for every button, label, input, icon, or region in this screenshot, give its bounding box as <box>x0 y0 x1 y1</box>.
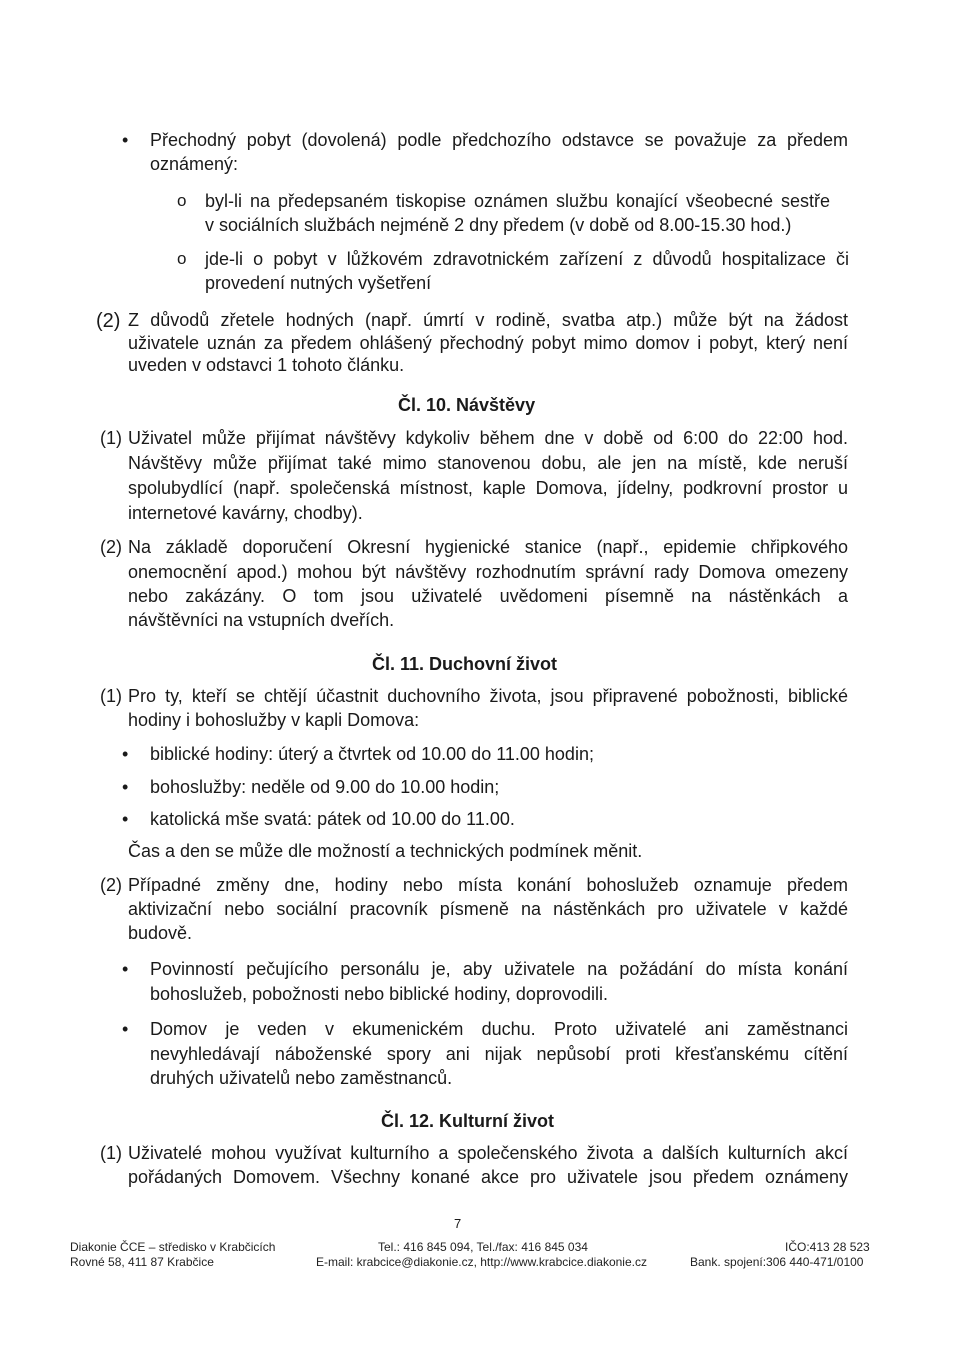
bullet-marker: • <box>122 809 129 829</box>
text-line: Povinností pečujícího personálu je, aby uživatele na požádání do místa konání <box>150 959 848 979</box>
text-line: Přechodný pobyt (dovolená) podle předchozího odstavce se považuje za předem <box>150 130 848 150</box>
section-heading: Čl. 10. Návštěvy <box>398 395 536 415</box>
bullet-marker: • <box>122 744 129 764</box>
text-line: jde-li o pobyt v lůžkovém zdravotnickém zařízení z důvodů hospitalizace či <box>205 249 849 269</box>
footer-org-name: Diakonie ČCE – středisko v Krabčicích <box>70 1240 276 1254</box>
paragraph-number: (1) <box>100 428 122 448</box>
text-line: budově. <box>128 923 193 943</box>
paragraph-number: (2) <box>100 537 122 557</box>
text-line: Uživatel může přijímat návštěvy kdykoliv během dne v době od 6:00 do 22:00 hod. <box>128 428 848 448</box>
bullet-marker: • <box>122 130 129 150</box>
text-line: Návštěvy může přijímat také mimo stanovenou dobu, ale jen na místě, kde neruší <box>128 453 848 473</box>
text-line: byl-li na předepsaném tiskopise oznámen službu konající všeobecné sestře <box>205 191 830 211</box>
section-heading: Čl. 12. Kulturní život <box>381 1111 555 1131</box>
list-item: bohoslužby: neděle od 9.00 do 10.00 hodin; <box>150 777 500 797</box>
text-line: Případné změny dne, hodiny nebo místa konání bohoslužeb oznamuje předem <box>128 875 848 895</box>
footer-ico: IČO:413 28 523 <box>785 1240 870 1254</box>
text-line: nevyhledávají náboženské spory ani nijak nepůsobí proti křesťanskému cítění <box>150 1044 848 1064</box>
paragraph-number: (1) <box>100 1143 122 1163</box>
text-line: druhých uživatelů nebo zaměstnanců. <box>150 1068 453 1088</box>
bullet-marker: • <box>122 777 129 797</box>
bullet-marker: • <box>122 1019 129 1039</box>
footer-address: Rovné 58, 411 87 Krabčice <box>70 1255 214 1269</box>
text-line: návštěvníci na vstupních dveřích. <box>128 610 395 630</box>
text-line: Na základě doporučení Okresní hygienické stanice (např., epidemie chřipkového <box>128 537 848 557</box>
footer-bank: Bank. spojení:306 440-471/0100 <box>690 1255 864 1269</box>
paragraph-number: (2) <box>96 310 121 332</box>
text-line: Z důvodů zřetele hodných (např. úmrtí v rodině, svatba atp.) může být na žádost <box>128 310 848 330</box>
text-line: onemocnění apod.) mohou být návštěvy rozhodnutím správní rady Domova omezeny <box>128 562 848 582</box>
text-line: internetové kavárny, chodby). <box>128 503 363 523</box>
text-line: provedení nutných vyšetření <box>205 273 432 293</box>
bullet-marker: • <box>122 959 129 979</box>
text-line: hodiny i bohoslužby v kapli Domova: <box>128 710 420 730</box>
text-line: spolubydlící (např. společenská místnost, kaple Domova, jídelny, podkrovní prostor u <box>128 478 848 498</box>
page-number: 7 <box>454 1216 462 1231</box>
text-line: uživatele uznán za předem ohlášený přechodný pobyt mimo domov i pobyt, který není <box>128 333 848 353</box>
text-line: Čas a den se může dle možností a technických podmínek měnit. <box>128 841 643 861</box>
text-line: bohoslužeb, pobožnosti nebo biblické hodiny, doprovodili. <box>150 984 608 1004</box>
text-line: Pro ty, kteří se chtějí účastnit duchovního života, jsou připravené pobožnosti, biblické <box>128 686 848 706</box>
text-line: uveden v odstavci 1 tohoto článku. <box>128 355 405 375</box>
paragraph-number: (1) <box>100 686 122 706</box>
sub-bullet-marker: o <box>177 191 187 210</box>
text-line: Uživatelé mohou využívat kulturního a společenského života a dalších kulturních akcí <box>128 1143 848 1163</box>
text-line: nebo zakázány. O tom jsou uživatelé uvědomeni písemně na nástěnkách a <box>128 586 848 606</box>
text-line: v sociálních službách nejméně 2 dny předem (v době od 8.00-15.30 hod.) <box>205 215 792 235</box>
text-line: oznámený: <box>150 154 239 174</box>
sub-bullet-marker: o <box>177 249 187 268</box>
footer-email-web: E-mail: krabcice@diakonie.cz, http://www.krabcice.diakonie.cz <box>316 1255 647 1269</box>
list-item: katolická mše svatá: pátek od 10.00 do 11.00. <box>150 809 515 829</box>
text-line: Domov je veden v ekumenickém duchu. Proto uživatelé ani zaměstnanci <box>150 1019 848 1039</box>
text-line: pořádaných Domovem. Všechny konané akce pro uživatele jsou předem oznámeny <box>128 1167 848 1187</box>
text-line: aktivizační nebo sociální pracovník písmeně na nástěnkách pro uživatele v každé <box>128 899 848 919</box>
footer-phone: Tel.: 416 845 094, Tel./fax: 416 845 034 <box>378 1240 588 1254</box>
section-heading: Čl. 11. Duchovní život <box>372 654 558 674</box>
list-item: biblické hodiny: úterý a čtvrtek od 10.00 do 11.00 hodin; <box>150 744 594 764</box>
paragraph-number: (2) <box>100 875 122 895</box>
